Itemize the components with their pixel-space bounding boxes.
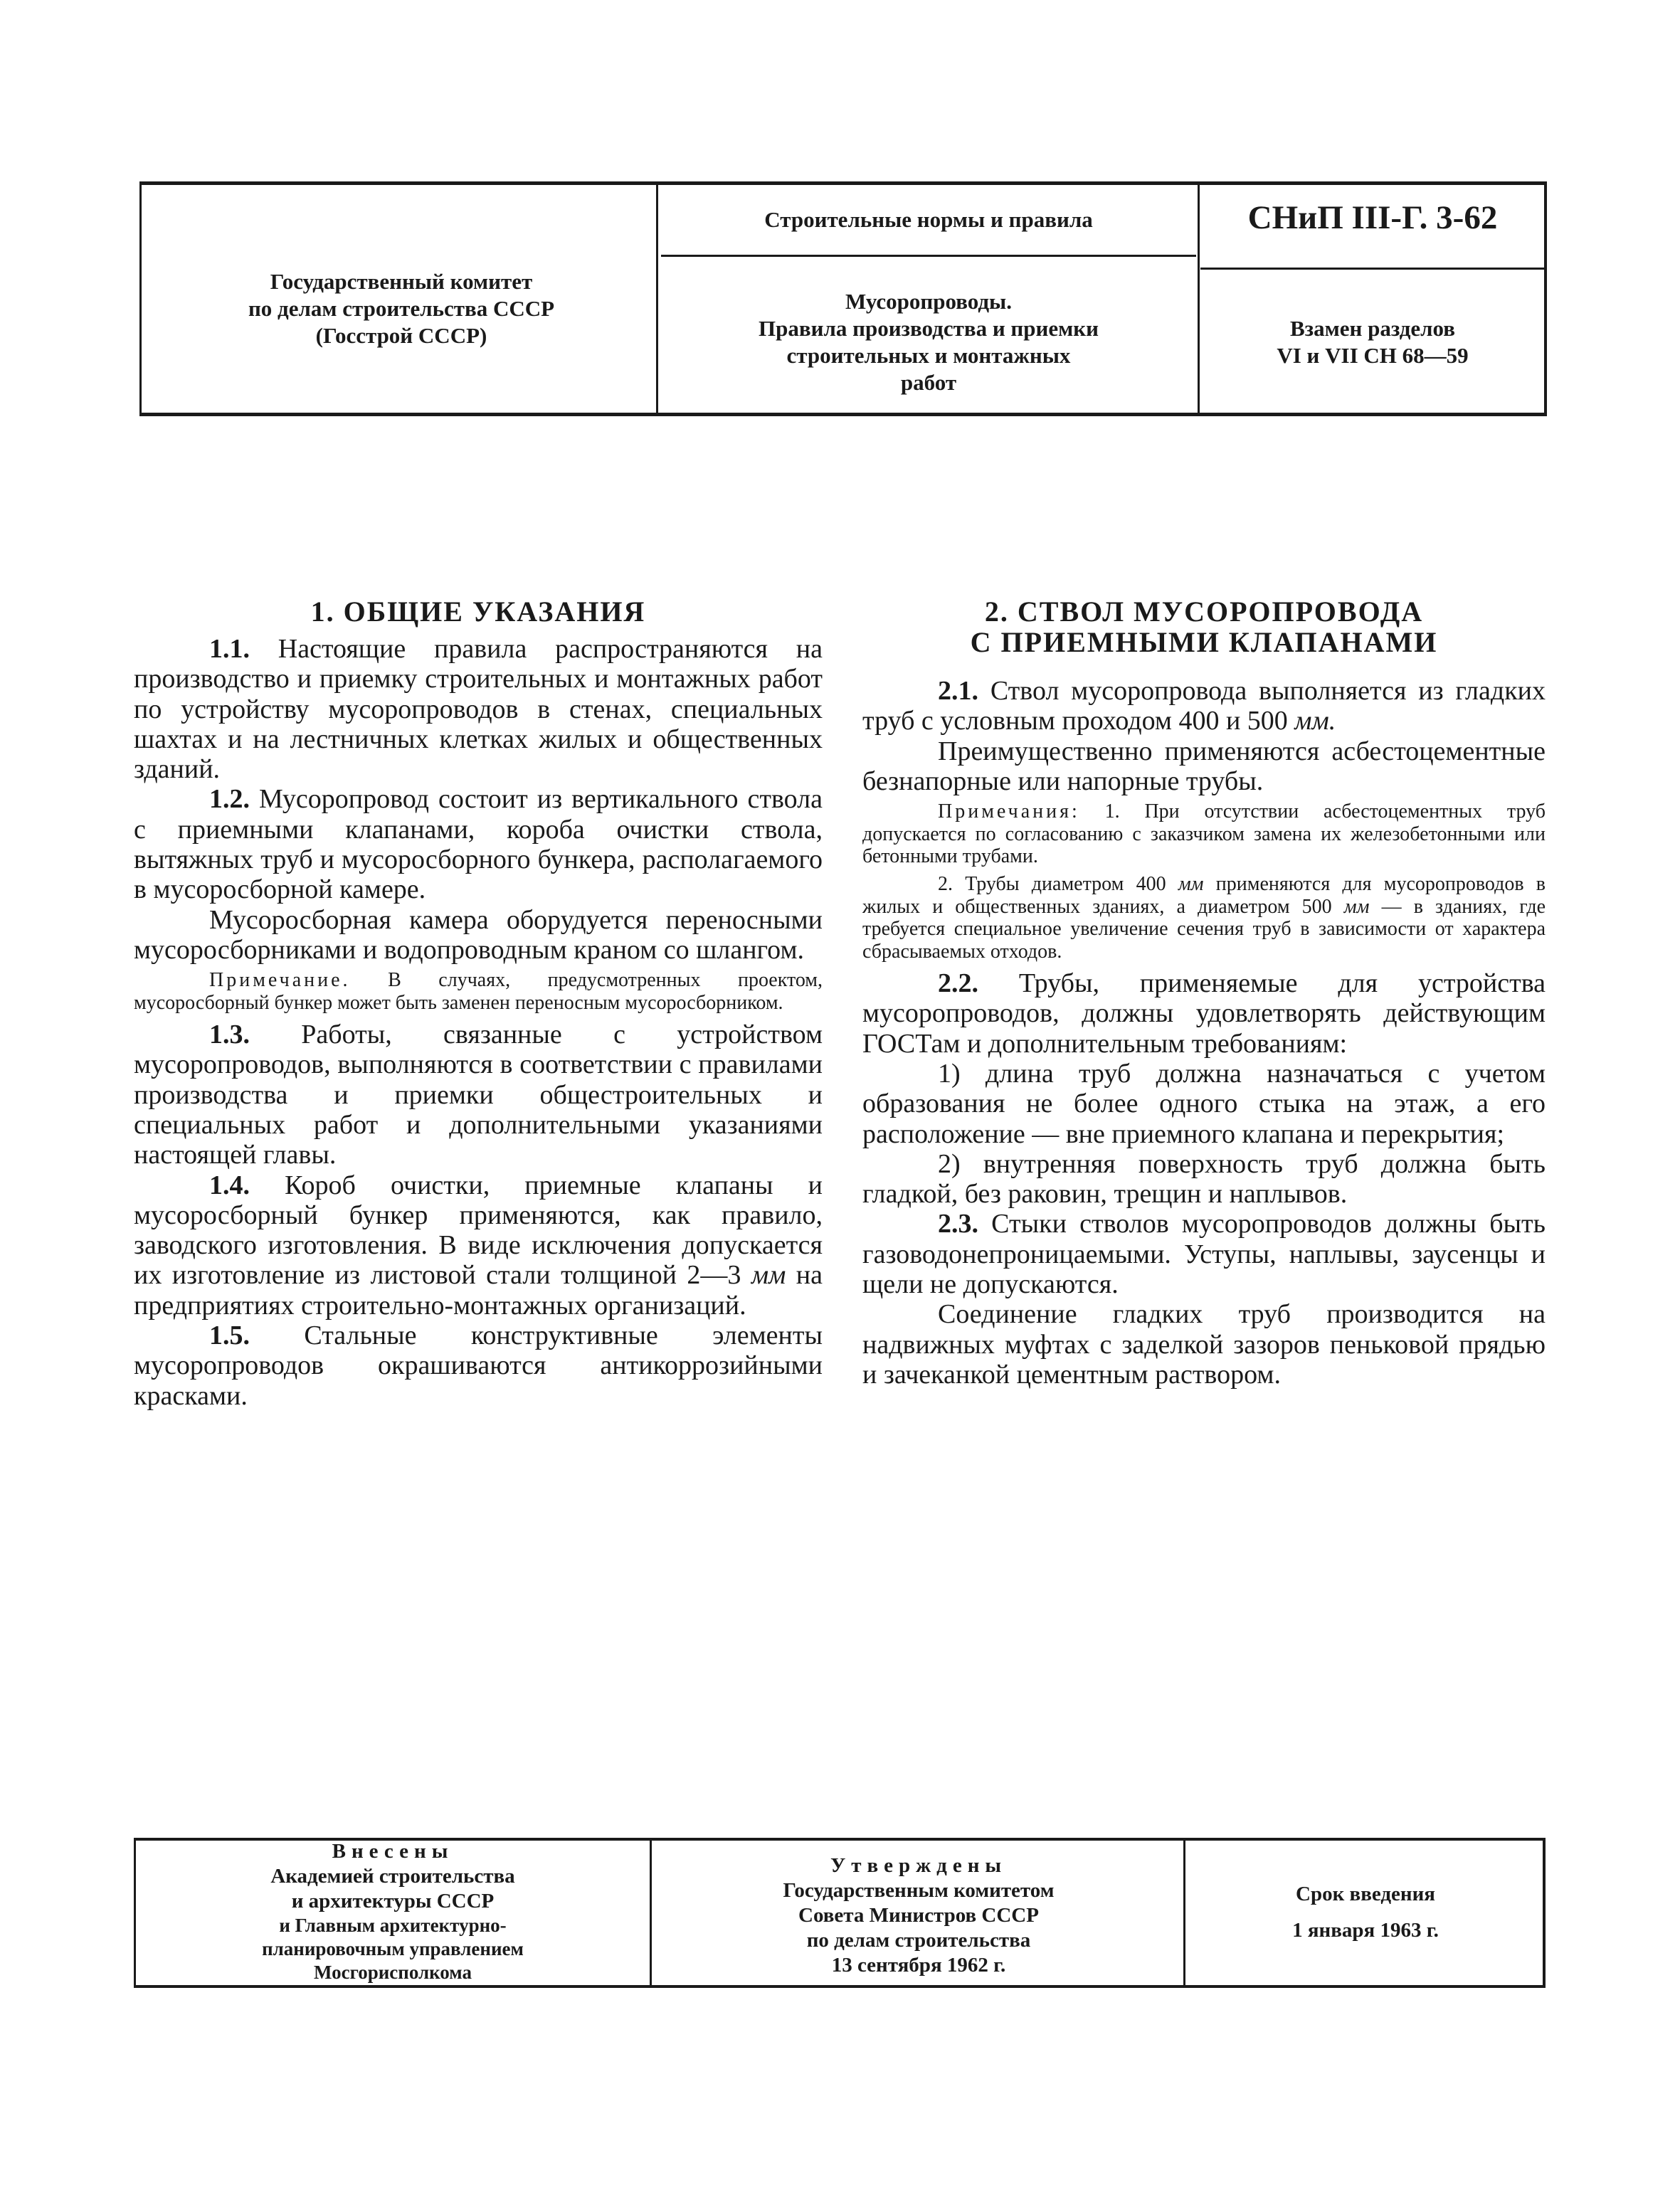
- paragraph-1-1: 1.1. Настоящие правила распространяются на производство и приемку строительных и монтажных работ по устройству мусоропроводов в стенах, специальных шахтах и на лестничных клетках жилых и общественных зданий.: [134, 634, 823, 785]
- effective-date: 1 января 1963 г.: [1292, 1919, 1439, 1942]
- paragraph-2-3b: Соединение гладких труб производится на надвижных муфтах с заделкой зазоров пеньковой прядью и зачеканкой цементным раствором.: [862, 1299, 1546, 1390]
- paragraph-1-4: 1.4. Короб очистки, приемные клапаны и мусоросборный бункер применяются, как правило, заводского изготовления. В виде исключения допускается их изготовление из листовой стали толщиной 2—3 мм на предприятиях строительно-монтажных организаций.: [134, 1170, 823, 1321]
- note-2-1-first: Примечания: 1. При отсутствии асбестоцементных труб допускается по согласованию с заказчиком замена их железобетонными или бетонными трубами.: [862, 800, 1546, 867]
- footer-divider: [650, 1841, 652, 1985]
- footer-divider: [1183, 1841, 1185, 1985]
- effective-date-block: [1188, 1882, 1543, 1943]
- norms-label: Строительные нормы и правила: [764, 207, 1093, 232]
- paragraph-2-3: 2.3. Стыки стволов мусоропроводов должны быть газоводонепроницаемыми. Уступы, наплывы, заусенцы и щели не допускаются.: [862, 1209, 1546, 1299]
- replaces-note: Взамен разделов VI и VII СН 68—59: [1277, 316, 1469, 368]
- issuing-authority: Государственный комитет по делам строительства СССР (Госстрой СССР): [248, 269, 555, 348]
- paragraph-2-1b: Преимущественно применяются асбестоцементные безнапорные или напорные трубы.: [862, 736, 1546, 796]
- list-item-2-2-1: 1) длина труб должна назначаться с учетом образования не более одного стыка на этаж, а его расположение — вне приемного клапана и перекрытия;: [862, 1058, 1546, 1149]
- header-table: [139, 181, 1547, 416]
- header-divider: [1198, 185, 1200, 413]
- paragraph-2-2: 2.2. Трубы, применяемые для устройства мусоропроводов, должны удовлетворять действующим ГОСТам и дополнительным требованиям:: [862, 968, 1546, 1059]
- header-divider: [661, 255, 1196, 257]
- section-1: [134, 596, 823, 1411]
- paragraph-1-5: 1.5. Стальные конструктивные элементы мусоропроводов окрашиваются антикоррозийными красками.: [134, 1321, 823, 1411]
- footer-table: [134, 1838, 1546, 1988]
- introduced-by: Внесены Академией строительства и архитектуры СССР и Главным архитектурно- планировочным управлением Мосгорисполкома: [262, 1840, 524, 1983]
- note-1-2: Примечание. В случаях, предусмотренных проектом, мусоросборный бункер может быть заменен переносным мусоросборником.: [134, 969, 823, 1014]
- list-item-2-2-2: 2) внутренняя поверхность труб должна быть гладкой, без раковин, трещин и наплывов.: [862, 1148, 1546, 1210]
- section-2: [862, 596, 1546, 1390]
- header-divider: [656, 185, 658, 413]
- header-divider: [1200, 268, 1545, 270]
- note-2-1-second: 2. Трубы диаметром 400 мм применяются для мусоропроводов в жилых и общественных зданиях, а диаметром 500 мм — в зданиях, где требуется специальное увеличение сечения труб в зависимости от характера сбрасываемых отходов.: [862, 873, 1546, 963]
- document-code: СНиП III-Г. 3-62: [1247, 199, 1498, 236]
- paragraph-2-1: 2.1. Ствол мусоропровода выполняется из гладких труб с условным проходом 400 и 500 мм.: [862, 676, 1546, 736]
- approved-by: Утверждены Государственным комитетом Совета Министров СССР по делам строительства 13 сентября 1962 г.: [783, 1854, 1055, 1977]
- effective-label: Срок введения: [1296, 1883, 1435, 1905]
- section-1-title: 1. ОБЩИЕ УКАЗАНИЯ: [310, 596, 646, 628]
- document-title: Мусоропроводы. Правила производства и приемки строительных и монтажных работ: [759, 289, 1099, 395]
- section-2-title: 2. СТВОЛ МУСОРОПРОВОДА С ПРИЕМНЫМИ КЛАПАНАМИ: [970, 596, 1438, 658]
- paragraph-1-2: 1.2. Мусоропровод состоит из вертикального ствола с приемными клапанами, короба очистки ствола, вытяжных труб и мусоросборного бункера, располагаемого в мусоросборной камере.: [134, 784, 823, 905]
- paragraph-1-3: 1.3. Работы, связанные с устройством мусоропроводов, выполняются в соответствии с правилами производства и приемки общестроительных и специальных работ и дополнительными указаниями настоящей главы.: [134, 1020, 823, 1170]
- paragraph-1-2b: Мусоросборная камера оборудуется переносными мусоросборниками и водопроводным краном со шлангом.: [134, 904, 823, 965]
